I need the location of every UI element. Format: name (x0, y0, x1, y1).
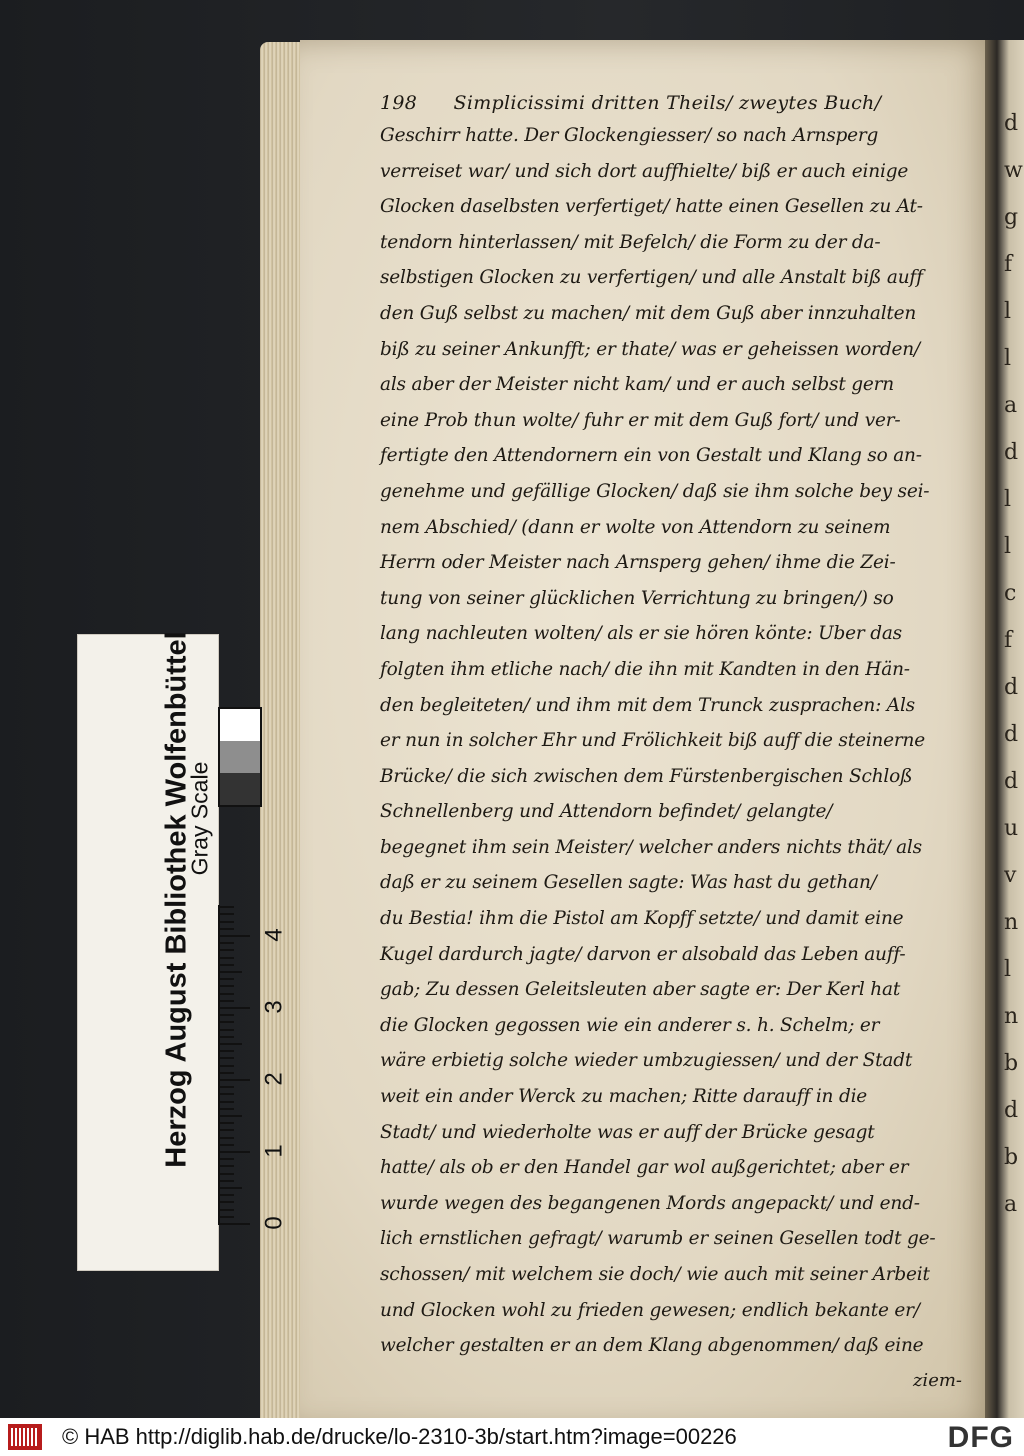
adjacent-letter: g (1004, 205, 1019, 230)
ruler-tick (220, 1129, 234, 1131)
text-lines (380, 118, 970, 1364)
ruler-tick (220, 971, 242, 973)
text-line: tung von seiner glücklichen Verrichtung zu bringen/) so (380, 587, 894, 609)
ruler-tick (220, 906, 234, 908)
swatch-black (220, 773, 260, 805)
adjacent-letter: d (1004, 722, 1019, 747)
adjacent-letter: d (1004, 440, 1019, 465)
text-line: als aber der Meister nicht kam/ und er auch selbst gern (380, 374, 894, 396)
text-line: Glocken daselbsten verfertiget/ hatte einen Gesellen zu At- (380, 196, 923, 218)
text-line: die Glocken gegossen wie ein anderer s. h. Schelm; er (380, 1014, 880, 1036)
gray-scale-label: Gray Scale (186, 761, 213, 876)
running-head-title: Simplicissimi dritten Theils/ zweytes Buch/ (453, 92, 882, 114)
text-line: hatte/ als ob er den Handel gar wol außgerichtet; aber er (380, 1157, 909, 1179)
text-line: du Bestia! ihm die Pistol am Kopff setzte/ und damit eine (380, 908, 904, 930)
text-line: Herrn oder Meister nach Arnsperg gehen/ ihme die Zei- (380, 552, 896, 574)
text-line: Stadt/ und wiederholte was er auff der Brücke gesagt (380, 1121, 875, 1143)
ruler-tick (220, 1057, 234, 1059)
ruler (218, 905, 288, 1230)
swatch-white (220, 709, 260, 741)
ruler-tick (220, 964, 234, 966)
dfg-logo: DFG (947, 1421, 1014, 1454)
hab-logo-icon (8, 1424, 42, 1450)
ruler-number: 3 (260, 1000, 288, 1014)
ruler-tick (220, 1151, 250, 1153)
ruler-tick (220, 1072, 234, 1074)
adjacent-letter: a (1004, 1192, 1018, 1217)
text-line: Kugel dardurch jagte/ darvon er alsobald das Leben auff- (380, 943, 906, 965)
ruler-tick (220, 1122, 234, 1124)
adjacent-letter: u (1004, 816, 1019, 841)
ruler-tick (220, 1000, 234, 1002)
ruler-tick (220, 1165, 234, 1167)
ruler-tick (220, 1050, 234, 1052)
adjacent-letter: l (1004, 487, 1012, 512)
ruler-tick (220, 1007, 250, 1009)
ruler-tick (220, 1209, 234, 1211)
ruler-tick (220, 935, 250, 937)
ruler-tick (220, 1194, 234, 1196)
adjacent-letter: n (1004, 1004, 1019, 1029)
text-line: genehme und gefällige Glocken/ daß sie ihm solche bey sei- (380, 480, 930, 502)
adjacent-page-fragment (1004, 100, 1024, 1300)
ruler-tick (220, 993, 234, 995)
adjacent-letter: d (1004, 769, 1019, 794)
footer-bar (0, 1418, 1024, 1456)
adjacent-letter: f (1004, 252, 1013, 277)
text-line: nem Abschied/ (dann er wolte von Attendorn zu seinem (380, 516, 891, 538)
adjacent-letter: d (1004, 675, 1019, 700)
text-line: Brücke/ die sich zwischen dem Fürstenbergischen Schloß (380, 765, 913, 787)
ruler-number: 1 (260, 1144, 288, 1158)
ruler-tick (220, 928, 234, 930)
text-line: den Guß selbst zu machen/ mit dem Guß aber innzuhalten (380, 302, 917, 324)
text-line: lang nachleuten wolten/ als er sie hören könte: Uber das (380, 623, 902, 645)
adjacent-letter: v (1004, 863, 1017, 888)
ruler-tick (220, 1101, 234, 1103)
adjacent-letter: d (1004, 111, 1019, 136)
text-line: wurde wegen des begangenen Mords angepackt/ und end- (380, 1192, 920, 1214)
text-line: fertigte den Attendornern ein von Gestalt und Klang so an- (380, 445, 922, 467)
ruler-tick (220, 1036, 234, 1038)
ruler-tick (220, 1173, 234, 1175)
ruler-tick (220, 1115, 242, 1117)
ruler-tick (220, 949, 234, 951)
ruler-tick (220, 1201, 234, 1203)
ruler-number: 2 (260, 1072, 288, 1086)
scale-title: Herzog August Bibliothek Wolfenbüttel (160, 631, 193, 1168)
page-number: 198 (380, 92, 418, 114)
text-line: er nun in solcher Ehr und Frölichkeit biß auff die steinerne (380, 730, 925, 752)
text-line: lich ernstlichen gefragt/ warumb er seinen Gesellen todt ge- (380, 1228, 936, 1250)
adjacent-letter: a (1004, 393, 1018, 418)
footer-copyright-url[interactable]: © HAB http://diglib.hab.de/drucke/lo-2310-3b/start.htm?image=00226 (62, 1424, 737, 1449)
ruler-tick (220, 1021, 234, 1023)
text-line: begegnet ihm sein Meister/ welcher anders nichts thät/ als (380, 836, 922, 858)
text-line: und Glocken wohl zu frieden gewesen; endlich bekante er/ (380, 1299, 920, 1321)
ruler-tick (220, 1093, 234, 1095)
adjacent-letter: n (1004, 910, 1019, 935)
adjacent-letter: l (1004, 299, 1012, 324)
text-line: tendorn hinterlassen/ mit Befelch/ die Form zu der da- (380, 231, 881, 253)
adjacent-letter: f (1004, 628, 1013, 653)
gray-scale-card (77, 631, 288, 1271)
adjacent-letter: b (1004, 1051, 1019, 1076)
text-line: wäre erbietig solche wieder umbzugiessen/ und der Stadt (380, 1050, 913, 1072)
text-line: folgten ihm etliche nach/ die ihn mit Kandten in den Hän- (380, 658, 910, 680)
text-line: daß er zu seinem Gesellen sagte: Was hast du gethan/ (380, 872, 877, 894)
ruler-tick (220, 1158, 234, 1160)
ruler-tick (220, 978, 234, 980)
swatch-gray (220, 741, 260, 773)
ruler-tick (220, 913, 234, 915)
ruler-tick (220, 921, 234, 923)
adjacent-letter: l (1004, 346, 1012, 371)
ruler-tick (220, 1014, 234, 1016)
text-line: weit ein ander Werck zu machen; Ritte darauff in die (380, 1086, 868, 1108)
ruler-tick (220, 1079, 250, 1081)
running-header (380, 88, 970, 118)
catchword: ziem- (912, 1369, 962, 1391)
ruler-tick (220, 1144, 234, 1146)
ruler-number: 4 (260, 928, 288, 942)
ruler-tick (220, 985, 234, 987)
text-line: eine Prob thun wolte/ fuhr er mit dem Guß fort/ und ver- (380, 409, 901, 431)
text-line: biß zu seiner Ankunfft; er thate/ was er geheissen worden/ (380, 338, 920, 360)
page-text (380, 88, 970, 1398)
ruler-tick (220, 1223, 250, 1225)
ruler-tick (220, 957, 234, 959)
text-line: gab; Zu dessen Geleitsleuten aber sagte er: Der Kerl hat (380, 979, 901, 1001)
adjacent-letter: w (1004, 158, 1023, 183)
text-line: welcher gestalten er an dem Klang abgenommen/ daß eine (380, 1335, 924, 1357)
text-line: Geschirr hatte. Der Glockengiesser/ so nach Arnsperg (380, 125, 879, 146)
ruler-tick (220, 1180, 234, 1182)
ruler-tick (220, 1065, 234, 1067)
ruler-tick (220, 1108, 234, 1110)
text-line: verreiset war/ und sich dort auffhielte/ biß er auch einige (380, 160, 909, 182)
text-line: schossen/ mit welchem sie doch/ wie auch mit seiner Arbeit (380, 1264, 930, 1285)
adjacent-letter: c (1004, 581, 1017, 606)
ruler-tick (220, 942, 234, 944)
ruler-number: 0 (260, 1216, 288, 1230)
ruler-tick (220, 1043, 242, 1045)
adjacent-letter: l (1004, 534, 1012, 559)
ruler-tick (220, 1187, 242, 1189)
text-line: den begleiteten/ und ihm mit dem Trunck zusprachen: Als (380, 694, 915, 716)
ruler-tick (220, 1086, 234, 1088)
ruler-tick (220, 1029, 234, 1031)
gray-swatches (218, 707, 262, 807)
adjacent-letter: b (1004, 1145, 1019, 1170)
adjacent-letter: d (1004, 1098, 1019, 1123)
ruler-tick (220, 1216, 234, 1218)
text-line: selbstigen Glocken zu verfertigen/ und alle Anstalt biß auff (380, 267, 923, 289)
ruler-tick (220, 1137, 234, 1139)
text-line: Schnellenberg und Attendorn befindet/ gelangte/ (380, 801, 833, 823)
adjacent-letter: l (1004, 957, 1012, 982)
